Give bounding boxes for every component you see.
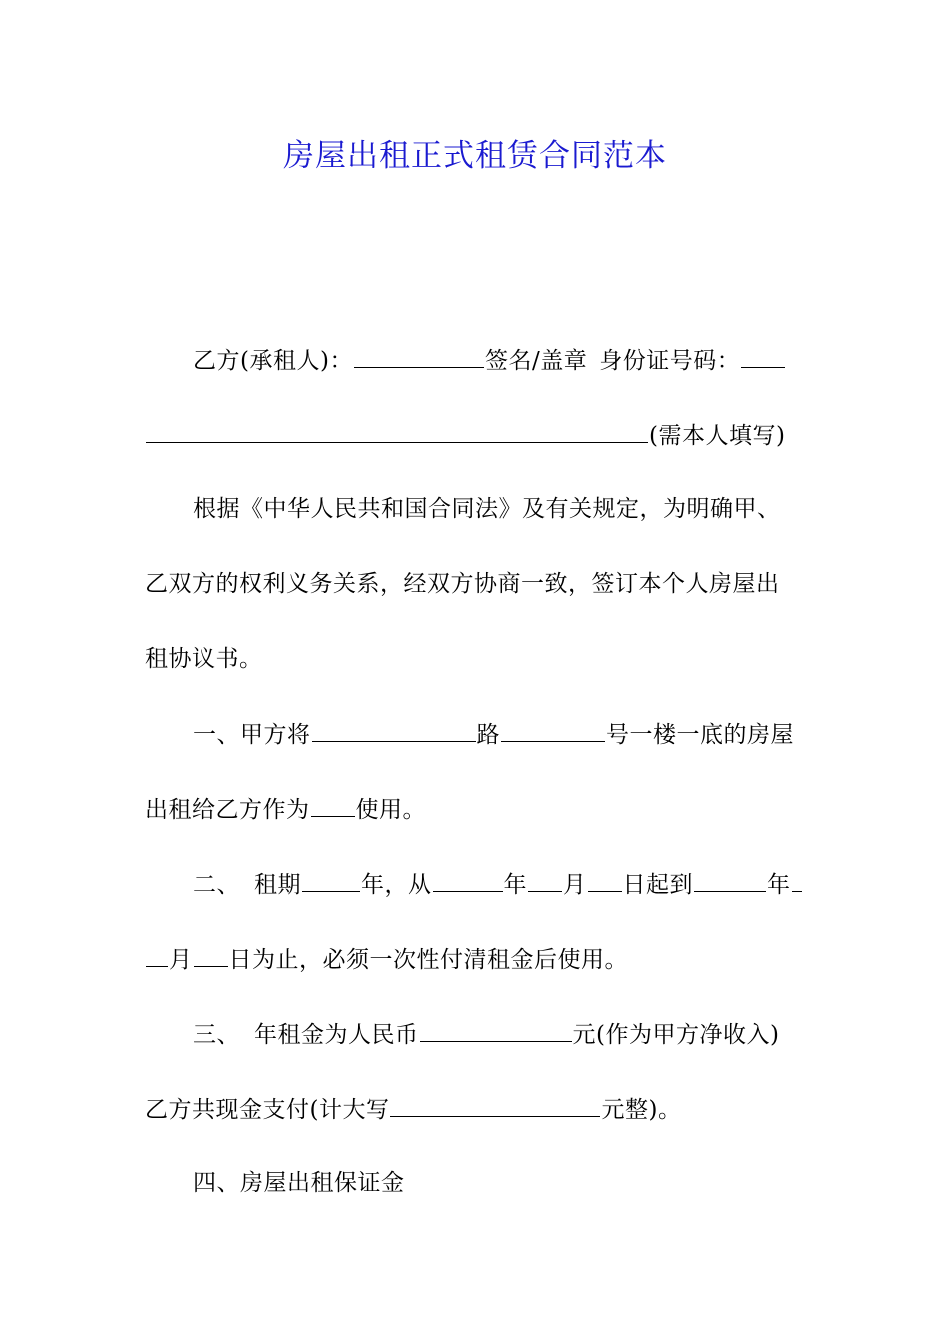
start-day-label: 日起到 — [622, 872, 693, 898]
start-month-label: 月 — [563, 872, 587, 898]
road-blank[interactable] — [312, 719, 476, 742]
clause-3-line-1 — [193, 1019, 779, 1050]
amount-in-words-blank[interactable] — [390, 1094, 600, 1117]
end-month-blank-start[interactable] — [792, 869, 802, 892]
term-year-label: 年，从 — [361, 872, 432, 898]
clause-4-heading: 四、房屋出租保证金 — [193, 1170, 405, 1196]
id-number-blank-start[interactable] — [741, 345, 785, 368]
intro-line-2: 乙双方的权利义务关系，经双方协商一致，签订本个人房屋出 — [145, 571, 780, 597]
start-year-blank[interactable] — [433, 869, 503, 892]
clause-2-line-1 — [193, 869, 803, 900]
party-b-label: 乙方(承租人)： — [193, 348, 353, 374]
rent-amount-blank[interactable] — [420, 1019, 572, 1042]
party-b-name-blank[interactable] — [354, 345, 484, 368]
clause-1-line-1 — [193, 719, 794, 750]
end-day-blank[interactable] — [194, 944, 228, 967]
rent-label: 年租金为人民币 — [254, 1022, 419, 1048]
clause-2-suffix: 日为止，必须一次性付清租金后使用。 — [228, 947, 628, 973]
end-year-label: 年 — [767, 872, 791, 898]
road-label: 路 — [476, 722, 500, 748]
term-years-blank[interactable] — [302, 869, 360, 892]
start-month-blank[interactable] — [528, 869, 562, 892]
end-month-label: 月 — [169, 947, 193, 973]
cash-payment-prefix: 乙方共现金支付(计大写 — [145, 1097, 390, 1123]
clause-1-prefix: 一、甲方将 — [193, 722, 311, 748]
clause-3-line-2 — [145, 1094, 681, 1125]
id-number-blank[interactable] — [146, 420, 648, 443]
clause-2-prefix: 二、 — [193, 872, 240, 898]
clause-1-usage-suffix: 使用。 — [355, 797, 426, 823]
intro-line-3: 租协议书。 — [145, 646, 263, 672]
id-number-line — [145, 420, 785, 451]
document-title: 房屋出租正式租赁合同范本 — [283, 138, 667, 174]
end-year-blank[interactable] — [694, 869, 766, 892]
start-year-label: 年 — [503, 872, 527, 898]
clause-1-tail: 号一楼一底的房屋 — [606, 722, 794, 748]
clause-2-line-2 — [145, 944, 628, 975]
clause-1-usage-prefix: 出租给乙方作为 — [145, 797, 310, 823]
cash-payment-suffix: 元整)。 — [601, 1097, 682, 1123]
id-number-label: 身份证号码： — [599, 348, 741, 374]
clause-3-tail: 元(作为甲方净收入) — [572, 1022, 780, 1048]
clause-1-line-2 — [145, 794, 426, 825]
clause-3-prefix: 三、 — [193, 1022, 240, 1048]
sign-label: 签名/盖章 — [484, 348, 588, 374]
usage-blank[interactable] — [311, 794, 355, 817]
end-month-blank[interactable] — [146, 944, 168, 967]
fill-note: (需本人填写) — [649, 423, 786, 449]
start-day-blank[interactable] — [588, 869, 622, 892]
number-blank[interactable] — [501, 719, 605, 742]
party-b-line — [193, 345, 786, 376]
intro-line-1: 根据《中华人民共和国合同法》及有关规定，为明确甲、 — [193, 496, 781, 522]
term-label: 租期 — [254, 872, 301, 898]
